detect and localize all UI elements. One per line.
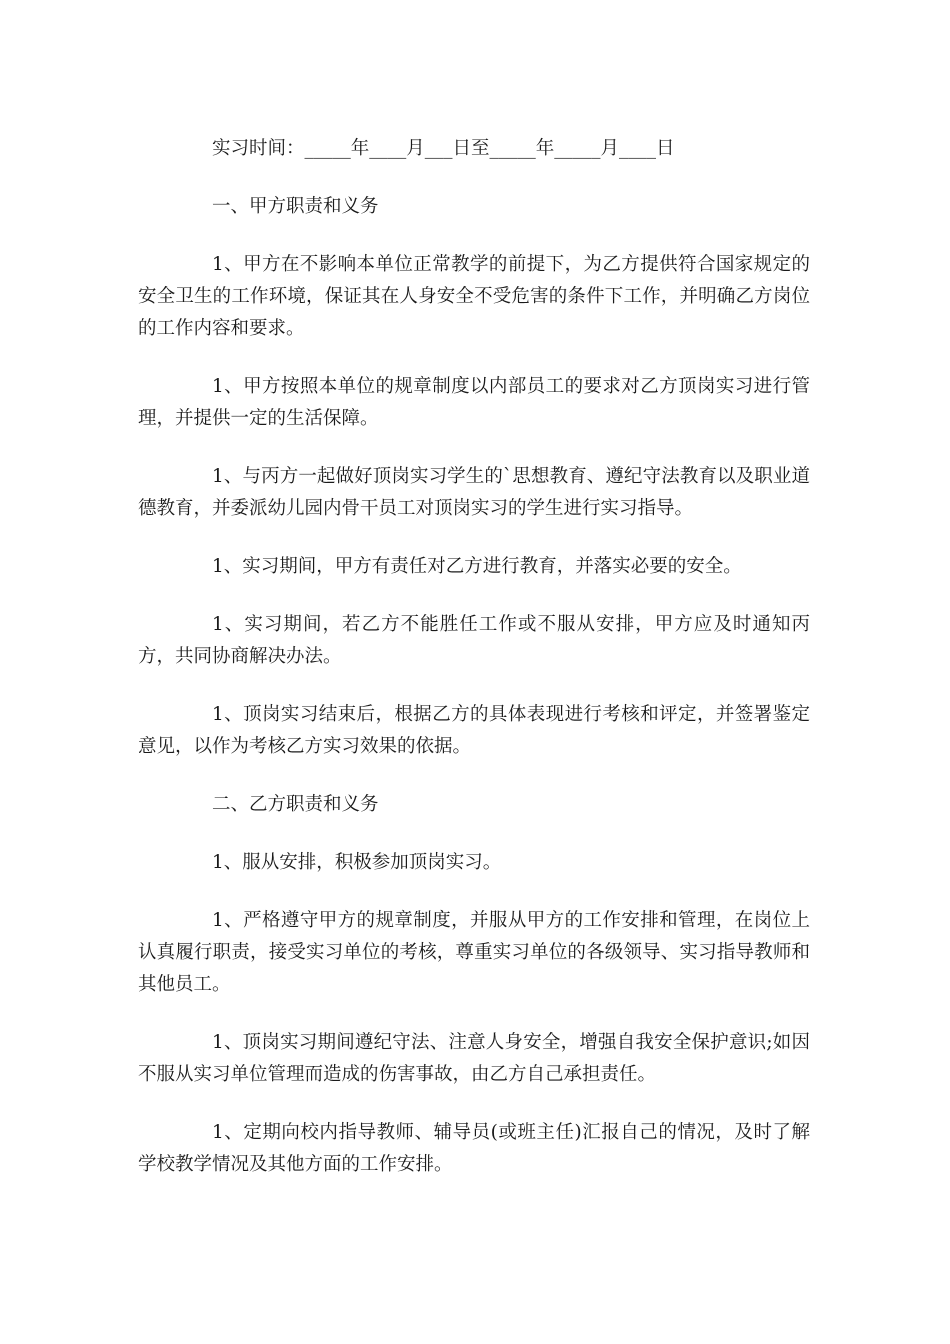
party-b-clause: 1、服从安排，积极参加顶岗实习。 [212, 852, 502, 873]
party-b-clause: 1、定期向校内指导教师、辅导员(或班主任)汇报自己的情况，及时了解学校教学情况及其他方面的工作安排。 [138, 1122, 810, 1175]
internship-time-line: 实习时间：_____年____月___日至_____年_____月____日 [212, 138, 675, 159]
document-body [138, 133, 810, 1207]
party-a-clause: 1、实习期间，甲方有责任对乙方进行教育，并落实必要的安全。 [212, 556, 742, 577]
party-a-clause: 1、甲方在不影响本单位正常教学的前提下，为乙方提供符合国家规定的安全卫生的工作环境，保证其在人身安全不受危害的条件下工作，并明确乙方岗位的工作内容和要求。 [138, 254, 810, 339]
party-a-clause: 1、顶岗实习结束后，根据乙方的具体表现进行考核和评定，并签署鉴定意见，以作为考核乙方实习效果的依据。 [138, 704, 810, 757]
section-heading-party-b: 二、乙方职责和义务 [212, 794, 379, 815]
section-heading-party-a: 一、甲方职责和义务 [212, 196, 379, 217]
party-b-clause: 1、严格遵守甲方的规章制度，并服从甲方的工作安排和管理，在岗位上认真履行职责，接受实习单位的考核，尊重实习单位的各级领导、实习指导教师和其他员工。 [138, 910, 810, 995]
party-a-clause: 1、甲方按照本单位的规章制度以内部员工的要求对乙方顶岗实习进行管理，并提供一定的生活保障。 [138, 376, 810, 429]
party-a-clause: 1、实习期间，若乙方不能胜任工作或不服从安排，甲方应及时通知丙方，共同协商解决办法。 [138, 614, 810, 667]
party-b-clause: 1、顶岗实习期间遵纪守法、注意人身安全，增强自我安全保护意识;如因不服从实习单位管理而造成的伤害事故，由乙方自己承担责任。 [138, 1032, 810, 1085]
party-a-clause: 1、与丙方一起做好顶岗实习学生的`思想教育、遵纪守法教育以及职业道德教育，并委派幼儿园内骨干员工对顶岗实习的学生进行实习指导。 [138, 466, 810, 519]
